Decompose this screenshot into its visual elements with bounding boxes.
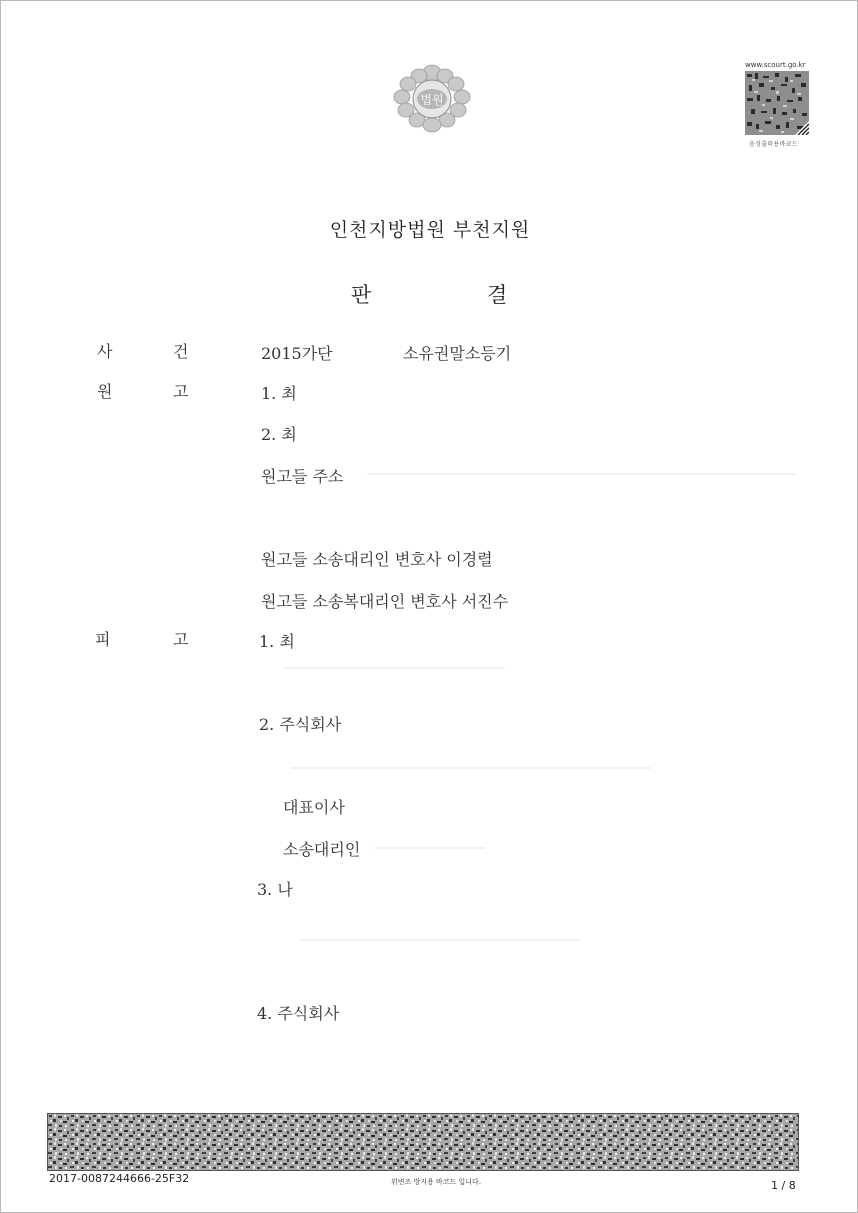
plaintiff-address: 원고들 주소: [261, 467, 344, 486]
redaction-trace: [285, 667, 505, 669]
plaintiff-1: 1. 최: [261, 384, 297, 403]
defendant-2: 2. 주식회사: [259, 715, 342, 734]
case-label-a: 사: [97, 342, 113, 361]
plaintiff-label-b: 고: [173, 382, 189, 401]
barcode-caption: 위변조 방지용 바코드 입니다.: [391, 1178, 482, 1186]
doc-title-left: 판: [351, 283, 372, 307]
redaction-trace: [367, 473, 797, 475]
page-number: 1 / 8: [771, 1179, 796, 1192]
court-name: 인천지방법원 부천지원: [329, 219, 531, 241]
anti-forgery-barcode: [47, 1113, 799, 1171]
redaction-trace: [375, 847, 485, 849]
case-name: 소유권말소등기: [403, 344, 512, 363]
voice-barcode-caption: 음성출력용바코드: [749, 141, 798, 148]
redaction-trace: [291, 767, 651, 769]
case-number: 2015가단: [261, 344, 333, 363]
court-emblem-icon: [389, 63, 475, 135]
defendant-4: 4. 주식회사: [257, 1004, 340, 1023]
defendant-litigation-agent: 소송대리인: [283, 840, 361, 859]
defendant-label-b: 고: [173, 630, 189, 649]
emblem-text: 법원: [420, 93, 444, 107]
defendant-representative: 대표이사: [283, 798, 345, 817]
doc-title-right: 결: [487, 283, 508, 307]
document-id: 2017-0087244666-25F32: [49, 1172, 190, 1185]
case-label-b: 건: [173, 342, 189, 361]
plaintiff-2: 2. 최: [261, 425, 297, 444]
plaintiff-attorney: 원고들 소송대리인 변호사 이경렬: [261, 550, 493, 569]
defendant-label-a: 피: [95, 630, 111, 649]
defendant-3: 3. 나: [257, 880, 293, 899]
plaintiff-sub-attorney: 원고들 소송복대리인 변호사 서진수: [261, 592, 509, 611]
site-url: www.scourt.go.kr: [745, 61, 806, 69]
voice-output-barcode: [745, 71, 809, 135]
redaction-trace: [301, 939, 581, 941]
defendant-1: 1. 최: [259, 632, 295, 651]
plaintiff-label-a: 원: [97, 382, 113, 401]
